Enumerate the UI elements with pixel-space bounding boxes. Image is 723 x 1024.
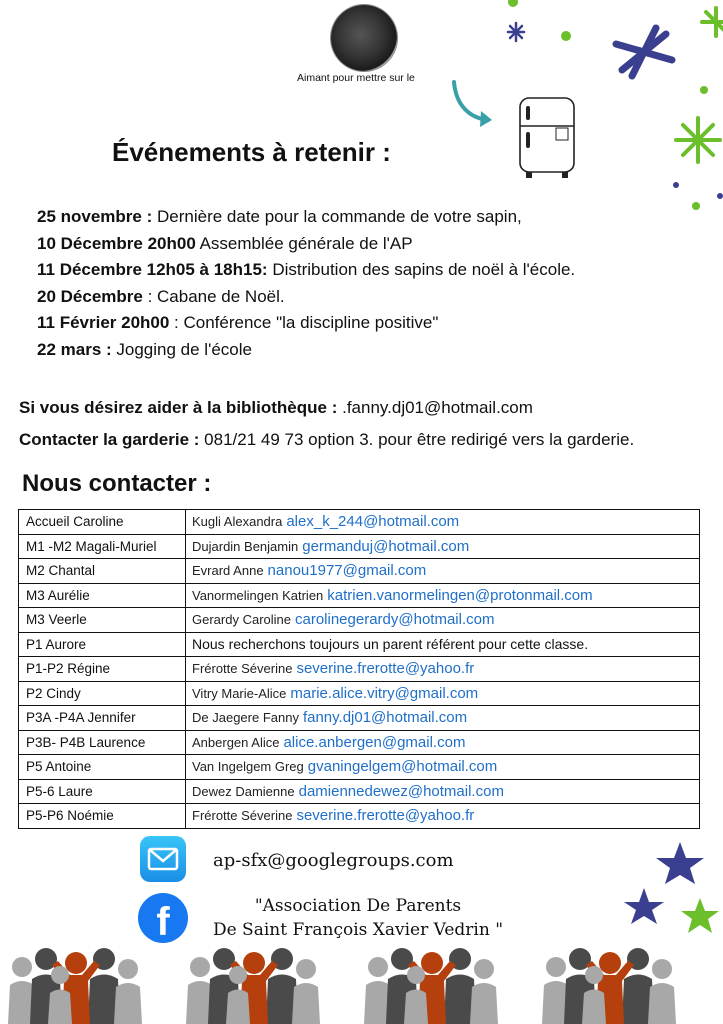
parent-name: Frérotte Séverine	[192, 661, 293, 677]
table-row	[19, 706, 700, 731]
contact-cell	[186, 804, 700, 829]
contact-cell	[186, 779, 700, 804]
class-cell: P3A -P4A Jennifer	[19, 706, 186, 731]
contact-cell	[186, 730, 700, 755]
dot-icon	[508, 0, 518, 7]
parent-name: Anbergen Alice	[192, 734, 280, 750]
parent-name: Evrard Anne	[192, 563, 264, 579]
dot-icon	[561, 31, 571, 41]
parent-email[interactable]: alex_k_244@hotmail.com	[286, 513, 460, 531]
library-label: Si vous désirez aider à la bibliothèque :	[19, 398, 338, 417]
contact-cell	[186, 608, 700, 633]
class-cell: P5 Antoine	[19, 755, 186, 780]
magnet-caption: Aimant pour mettre sur le	[297, 72, 415, 84]
event-text: Dernière date pour la commande de votre sapin,	[152, 207, 522, 226]
class-cell: P2 Cindy	[19, 681, 186, 706]
event-date: 10 Décembre 20h00	[37, 233, 196, 253]
group-email[interactable]: ap-sfx@googlegroups.com	[213, 850, 454, 871]
parent-email[interactable]: damiennedewez@hotmail.com	[298, 782, 504, 800]
event-text: : Conférence "la discipline positive"	[169, 313, 439, 332]
event-text: Distribution des sapins de noël à l'école.	[267, 260, 576, 279]
parent-email[interactable]: carolinegerardy@hotmail.com	[295, 611, 495, 629]
class-cell: M3 Aurélie	[19, 583, 186, 608]
event-item	[37, 337, 575, 364]
event-text: Jogging de l'école	[111, 339, 252, 359]
star-icon	[624, 888, 664, 924]
mail-icon[interactable]	[140, 836, 186, 882]
parent-name: Vanormelingen Katrien	[192, 587, 324, 603]
parent-name: Gerardy Caroline	[192, 612, 291, 628]
event-item	[37, 284, 575, 311]
star-icon	[656, 842, 704, 884]
star-icon	[508, 23, 524, 41]
decorative-stars-bottom	[620, 838, 723, 948]
parent-name: Vitry Marie-Alice	[192, 685, 287, 701]
event-item	[37, 204, 575, 231]
association-line: De Saint François Xavier Vedrin "	[212, 920, 504, 940]
daycare-label: Contacter la garderie :	[19, 430, 200, 449]
table-row	[19, 657, 700, 682]
contact-cell	[186, 632, 700, 657]
daycare-phone: 081/21 49 73 option 3. pour être redirigé vers la garderie.	[199, 430, 635, 449]
parent-name: Frérotte Séverine	[192, 808, 293, 824]
class-cell: P5-P6 Noémie	[19, 804, 186, 829]
star-icon	[681, 898, 719, 933]
table-row	[19, 632, 700, 657]
table-row	[19, 779, 700, 804]
parent-email[interactable]: gvaningelgem@hotmail.com	[307, 758, 498, 776]
contact-cell	[186, 755, 700, 780]
library-info	[19, 398, 533, 418]
event-date: 11 Février 20h00	[37, 313, 170, 332]
star-icon	[616, 28, 672, 76]
event-item	[37, 257, 575, 284]
magnet-image	[331, 5, 397, 71]
parent-email[interactable]: fanny.dj01@hotmail.com	[302, 709, 468, 727]
class-cell: P1 Aurore	[19, 632, 186, 657]
arrow-icon	[448, 78, 498, 130]
event-date: 22 mars :	[37, 339, 112, 359]
parent-email[interactable]: severine.frerotte@yahoo.fr	[296, 807, 475, 825]
table-row	[19, 510, 700, 535]
event-date: 25 novembre :	[37, 207, 153, 226]
table-row	[19, 534, 700, 559]
table-row	[19, 730, 700, 755]
contact-cell	[186, 583, 700, 608]
event-date: 20 Décembre	[37, 286, 143, 306]
contact-cell	[186, 706, 700, 731]
class-cell: P1-P2 Régine	[19, 657, 186, 682]
contact-cell	[186, 559, 700, 584]
association-name	[198, 894, 518, 942]
class-cell: M2 Chantal	[19, 559, 186, 584]
parent-name: Dujardin Benjamin	[192, 538, 299, 554]
parent-name: Dewez Damienne	[192, 783, 295, 799]
library-email: .fanny.dj01@hotmail.com	[337, 398, 533, 417]
class-cell: M3 Veerle	[19, 608, 186, 633]
contact-cell	[186, 534, 700, 559]
contact-cell	[186, 510, 700, 535]
association-line: "Association De Parents	[254, 896, 462, 916]
event-date: 11 Décembre 12h05 à 18h15:	[37, 260, 268, 279]
star-icon	[702, 8, 723, 36]
table-row	[19, 681, 700, 706]
table-row	[19, 608, 700, 633]
class-cell: M1 -M2 Magali-Muriel	[19, 534, 186, 559]
parent-name: Kugli Alexandra	[192, 514, 283, 530]
table-row	[19, 583, 700, 608]
events-title: Événements à retenir :	[112, 137, 391, 167]
event-item	[37, 310, 575, 337]
star-icon	[676, 118, 720, 162]
dot-icon	[700, 86, 708, 94]
class-cell: P5-6 Laure	[19, 779, 186, 804]
parent-email[interactable]: marie.alice.vitry@gmail.com	[290, 684, 479, 702]
contacts-title: Nous contacter :	[22, 470, 212, 497]
event-text: Assemblée générale de l'AP	[195, 233, 413, 253]
contacts-table	[18, 509, 700, 829]
dot-icon	[673, 182, 679, 188]
facebook-icon[interactable]: f	[138, 893, 188, 943]
parent-email[interactable]: germanduj@hotmail.com	[302, 537, 470, 555]
event-text: : Cabane de Noël.	[142, 286, 285, 306]
contact-cell	[186, 681, 700, 706]
class-cell: Accueil Caroline	[19, 510, 186, 535]
parent-name: Van Ingelgem Greg	[192, 759, 304, 775]
parent-email[interactable]: katrien.vanormelingen@protonmail.com	[327, 586, 593, 604]
class-cell: P3B- P4B Laurence	[19, 730, 186, 755]
daycare-info	[19, 430, 634, 450]
parent-email[interactable]: nanou1977@gmail.com	[267, 562, 427, 580]
parent-name: De Jaegere Fanny	[192, 710, 299, 726]
events-list	[37, 204, 575, 363]
event-item	[37, 231, 575, 258]
fridge-icon	[512, 92, 582, 182]
people-crowd-illustration	[0, 945, 723, 1024]
table-row	[19, 804, 700, 829]
table-row	[19, 755, 700, 780]
parent-needed-note: Nous recherchons toujours un parent référent pour cette classe.	[192, 636, 589, 653]
table-row	[19, 559, 700, 584]
dot-icon	[717, 193, 723, 199]
dot-icon	[692, 202, 700, 210]
parent-email[interactable]: severine.frerotte@yahoo.fr	[296, 660, 475, 678]
parent-email[interactable]: alice.anbergen@gmail.com	[283, 733, 466, 751]
contact-cell	[186, 657, 700, 682]
